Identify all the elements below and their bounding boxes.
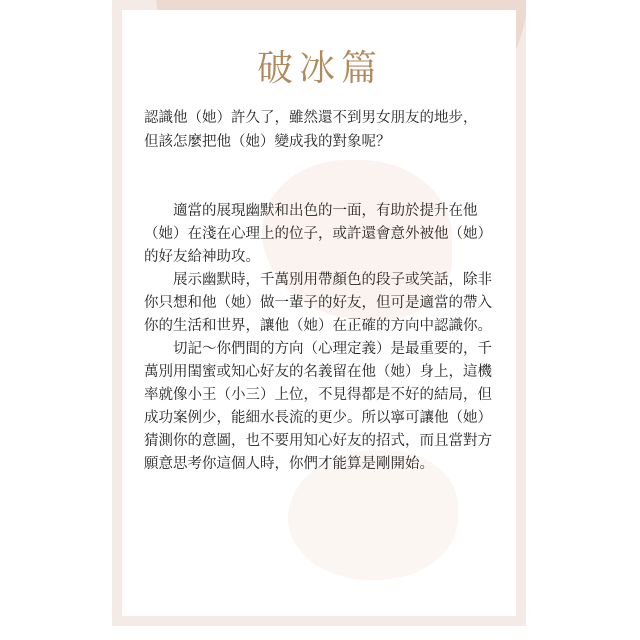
paragraph: 切記～你們間的方向（心理定義）是最重要的，千萬別用閨蜜或知心好友的名義留在他（她）身上，這機率就像小王（小三）上位，不見得都是不好的結局，但成功案例少，能細水長流的更少。所以寧可讓他（她）猜測你的意圖，也不要用知心好友的招式，而且當對方願意思考你這個人時，你們才能算是剛開始。	[144, 341, 492, 472]
page-title: 破冰篇	[256, 48, 383, 89]
paragraph: 適當的展現幽默和出色的一面，有助於提升在他（她）在淺在心理上的位子，或許還會意外被他（她）的好友給神助攻。	[144, 203, 492, 265]
question-line: 但該怎麼把他（她）變成我的對象呢？	[144, 134, 391, 150]
body-text	[144, 200, 496, 476]
question-line: 認識他（她）許久了，雖然還不到男女朋友的地步，	[144, 110, 478, 126]
paragraph: 展示幽默時，千萬別用帶顏色的段子或笑話，除非你只想和他（她）做一輩子的好友，但可是適當的帶入你的生活和世界，讓他（她）在正確的方向中認識你。	[144, 272, 492, 334]
question-text	[144, 106, 496, 154]
